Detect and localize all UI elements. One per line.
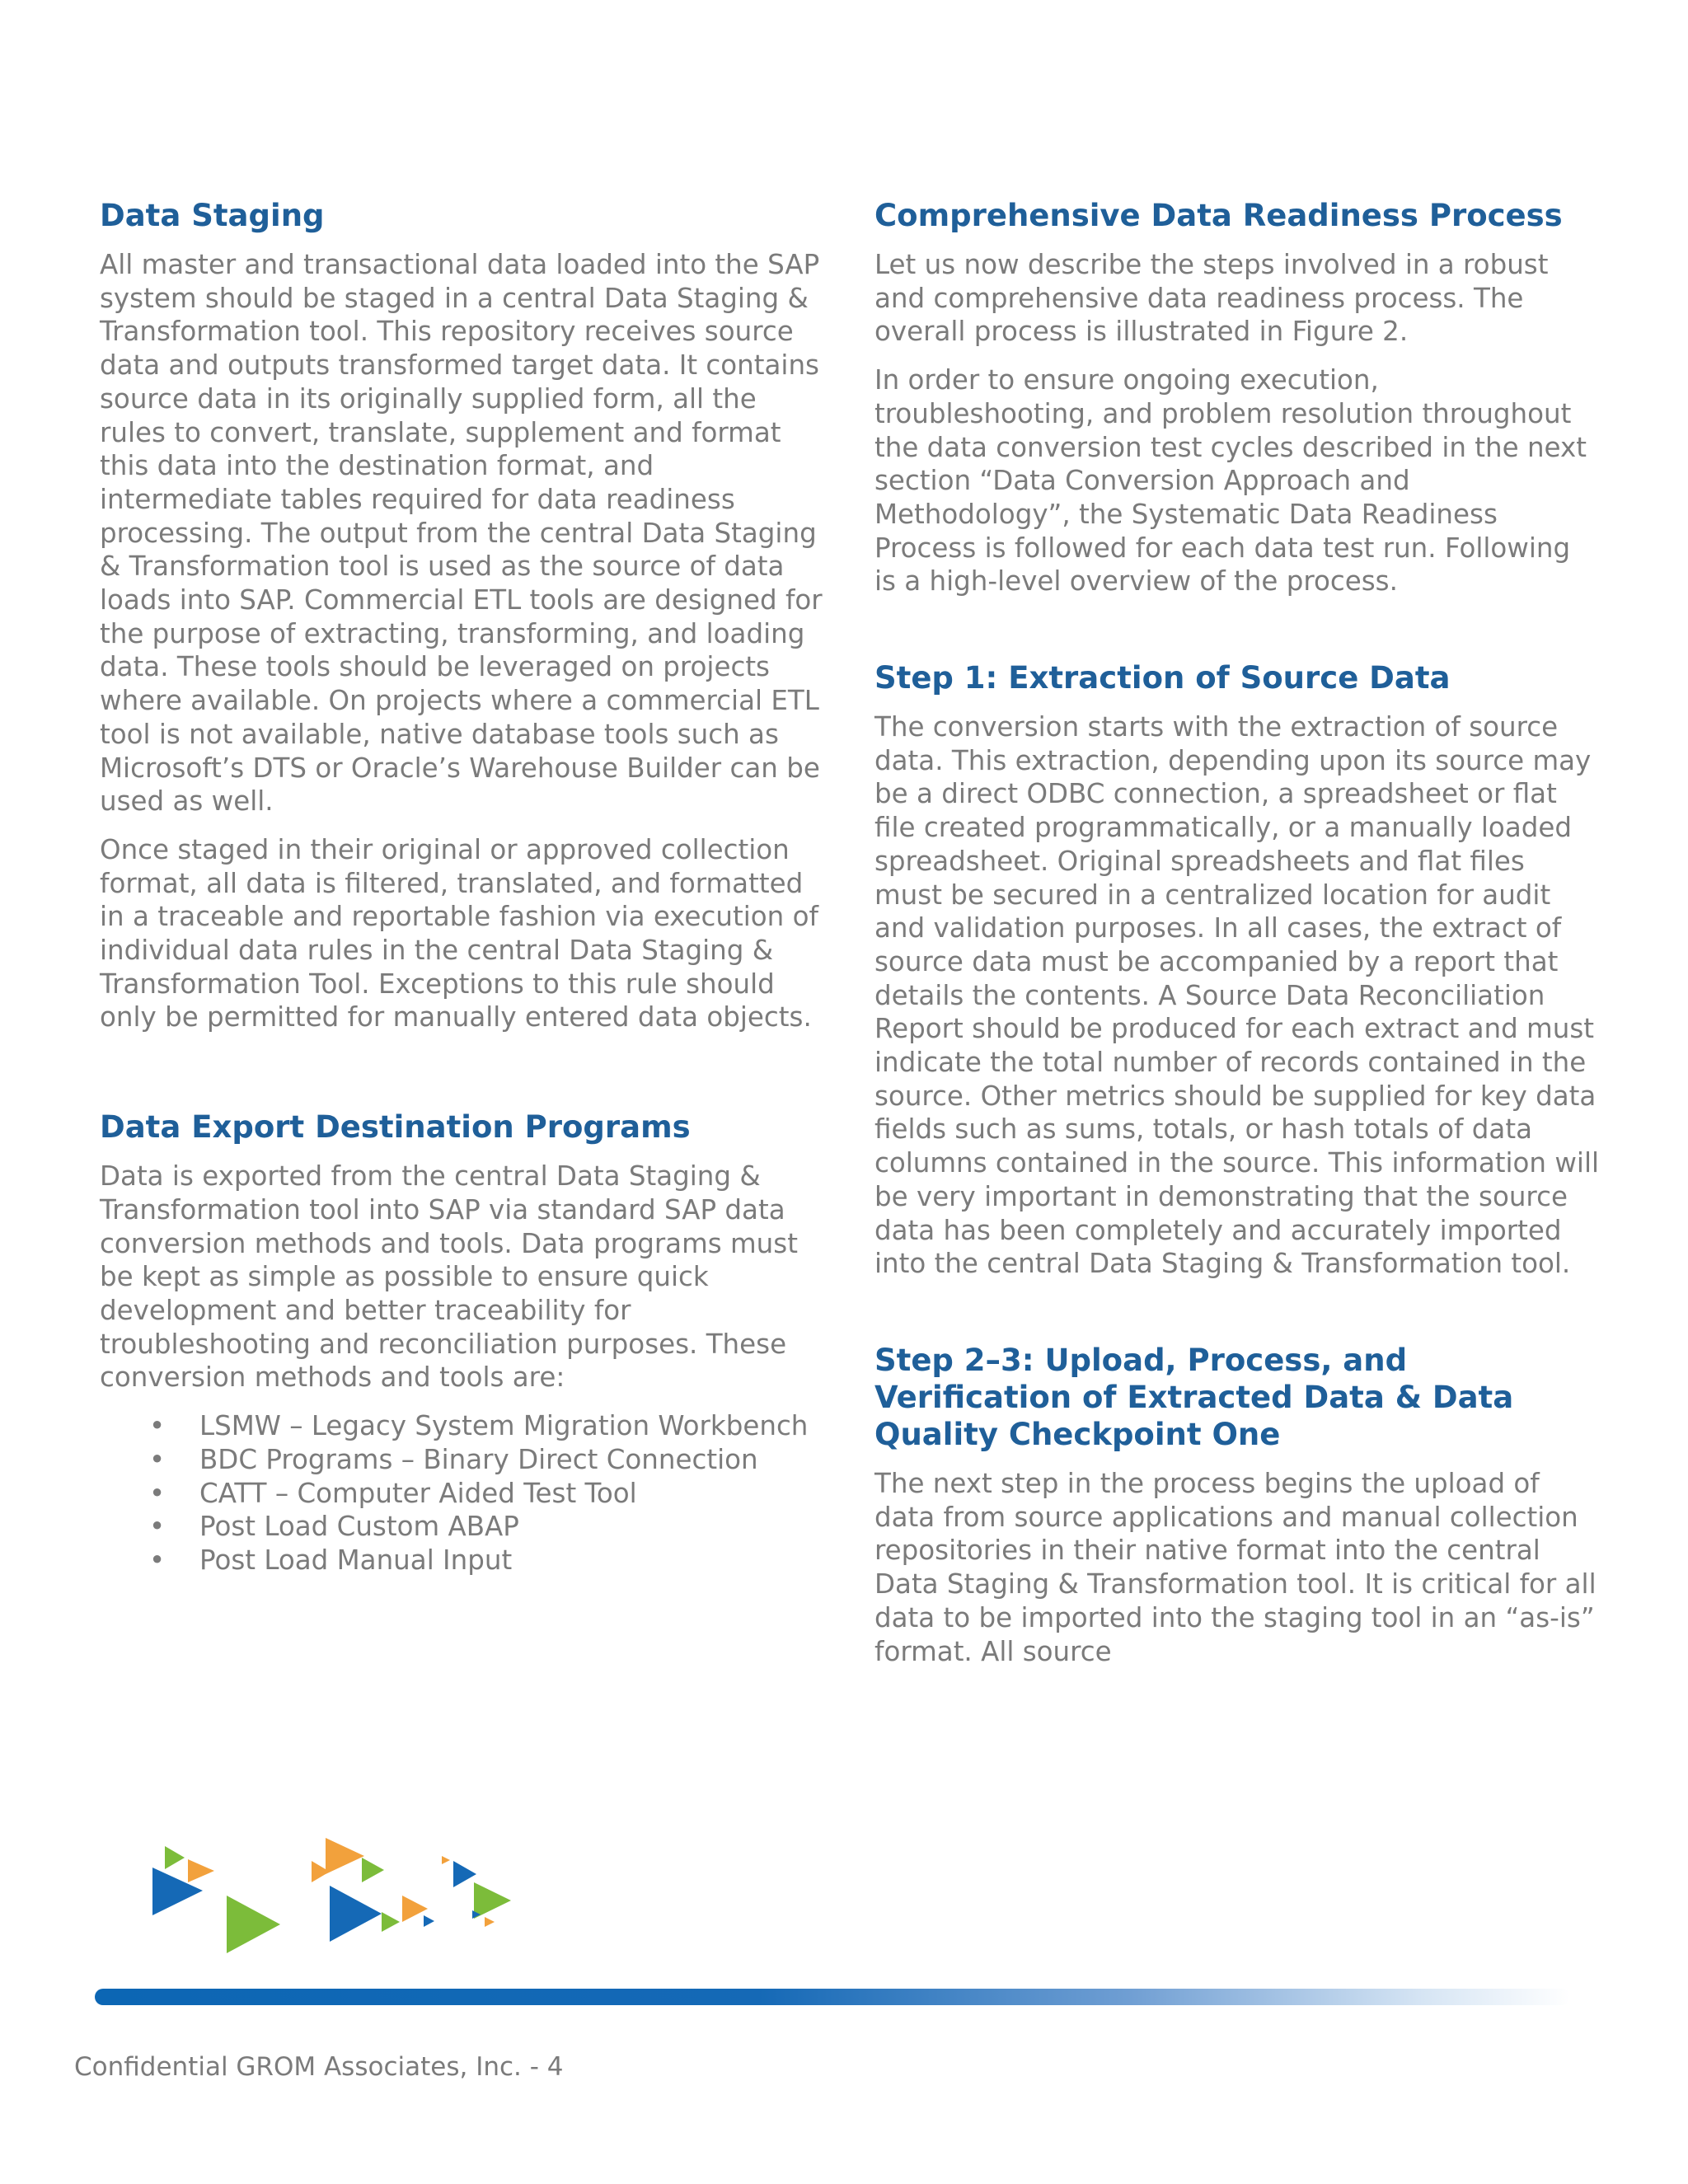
green-triangle-icon [382, 1912, 400, 1932]
section-spacer [100, 1049, 825, 1108]
bullet-icon: • [149, 1477, 166, 1509]
section-spacer [874, 613, 1600, 659]
green-triangle-icon [474, 1882, 511, 1919]
list-item: • BDC Programs – Binary Direct Connection [149, 1443, 758, 1475]
blue-triangle-icon [424, 1915, 434, 1927]
green-triangle-icon [227, 1896, 280, 1953]
blue-triangle-icon [330, 1886, 382, 1942]
step1-paragraph-1: The conversion starts with the extraction of source data. This extraction, depending upon its source may be a direct ODBC connection, a spreadsheet or flat file created programmatically, or a manually loaded spreadsheet. Original spreadsheets and flat files must be secured in a centralized location for audit and validation purposes. In all cases, the extract of source data must be accompanied by a report that details the contents. A Source Data Reconciliation Report should be produced for each extract and must indicate the total number of records contained in the source. Other metrics should be supplied for key data fields such as sums, totals, or hash totals of data columns contained in the source. This information will be very important in demonstrating that the source data has been completely and accurately imported into the central Data Staging & Transformation tool. [874, 711, 1600, 1280]
footer-text: Confidential GROM Associates, Inc. - 4 [74, 2052, 564, 2082]
orange-triangle-icon [485, 1917, 495, 1927]
section-spacer [874, 1296, 1600, 1342]
data-staging-heading: Data Staging [100, 198, 325, 233]
right-column [874, 197, 1600, 1683]
orange-triangle-icon [188, 1859, 214, 1882]
list-item: • Post Load Custom ABAP [149, 1511, 519, 1543]
orange-triangle-icon [326, 1838, 364, 1874]
step1-heading: Step 1: Extraction of Source Data [874, 660, 1451, 696]
left-column [100, 197, 825, 1577]
green-triangle-icon [362, 1858, 384, 1882]
data-staging-paragraph-1: All master and transactional data loaded into the SAP system should be staged in a central Data Staging & Transformation tool. This repository receives source data and outputs transformed target data. It contains source data in its originally supplied form, all the rules to convert, translate, supplement and format this data into the destination format, and intermediate tables required for data readiness processing. The output from the central Data Staging & Transformation tool is used as the source of data loads into SAP. Commercial ETL tools are designed for the purpose of extracting, transforming, and loading data. These tools should be leveraged on projects where available. On projects where a commercial ETL tool is not available, native database tools such as Microsoft’s DTS or Oracle’s Warehouse Builder can be used as well. [100, 249, 823, 818]
readiness-paragraph-1: Let us now describe the steps involved in a robust and comprehensive data readiness process. The overall process is illustrated in Figure 2. [874, 249, 1549, 348]
data-staging-paragraph-2: Once staged in their original or approved collection format, all data is filtered, translated, and formatted in a traceable and reportable fashion via execution of individual data rules in the central Data Staging & Transformation Tool. Exceptions to this rule should only be permitted for manually entered data objects. [100, 833, 818, 1033]
bullet-icon: • [149, 1544, 166, 1576]
blue-triangle-icon [453, 1861, 476, 1887]
list-item: • CATT – Computer Aided Test Tool [149, 1477, 637, 1509]
export-heading: Data Export Destination Programs [100, 1109, 691, 1146]
export-paragraph-1: Data is exported from the central Data Staging & Transformation tool into SAP via standard SAP data conversion methods and tools. Data programs must be kept as simple as possible to ensure quick development and better traceability for troubleshooting and reconciliation purposes. These conversion methods and tools are: [100, 1160, 798, 1394]
conversion-tools-list [100, 1409, 825, 1577]
list-item: • LSMW – Legacy System Migration Workbench [149, 1410, 809, 1442]
readiness-heading: Comprehensive Data Readiness Process [874, 198, 1563, 233]
green-triangle-icon [165, 1846, 185, 1869]
bullet-icon: • [149, 1410, 166, 1442]
list-item: • Post Load Manual Input [149, 1544, 513, 1576]
step2-paragraph-1: The next step in the process begins the upload of data from source applications and manual collection repositories in their native format into the central Data Staging & Transformation tool. It is critical for all data to be imported into the staging tool in an “as-is” format. All source [874, 1467, 1597, 1667]
orange-triangle-icon [442, 1856, 450, 1864]
triangles-logo-icon [148, 1836, 519, 1968]
step2-heading: Step 2–3: Upload, Process, and Verification of Extracted Data & Data Quality Checkpoint One [874, 1342, 1514, 1452]
bullet-icon: • [149, 1511, 166, 1543]
bullet-icon: • [149, 1443, 166, 1475]
readiness-paragraph-2: In order to ensure ongoing execution, troubleshooting, and problem resolution throughout the data conversion test cycles described in the next section “Data Conversion Approach and Methodology”, the Systematic Data Readiness Process is followed for each data test run. Following is a high-level overview of the process. [874, 364, 1587, 598]
footer-gradient-bar [95, 1989, 1570, 2005]
